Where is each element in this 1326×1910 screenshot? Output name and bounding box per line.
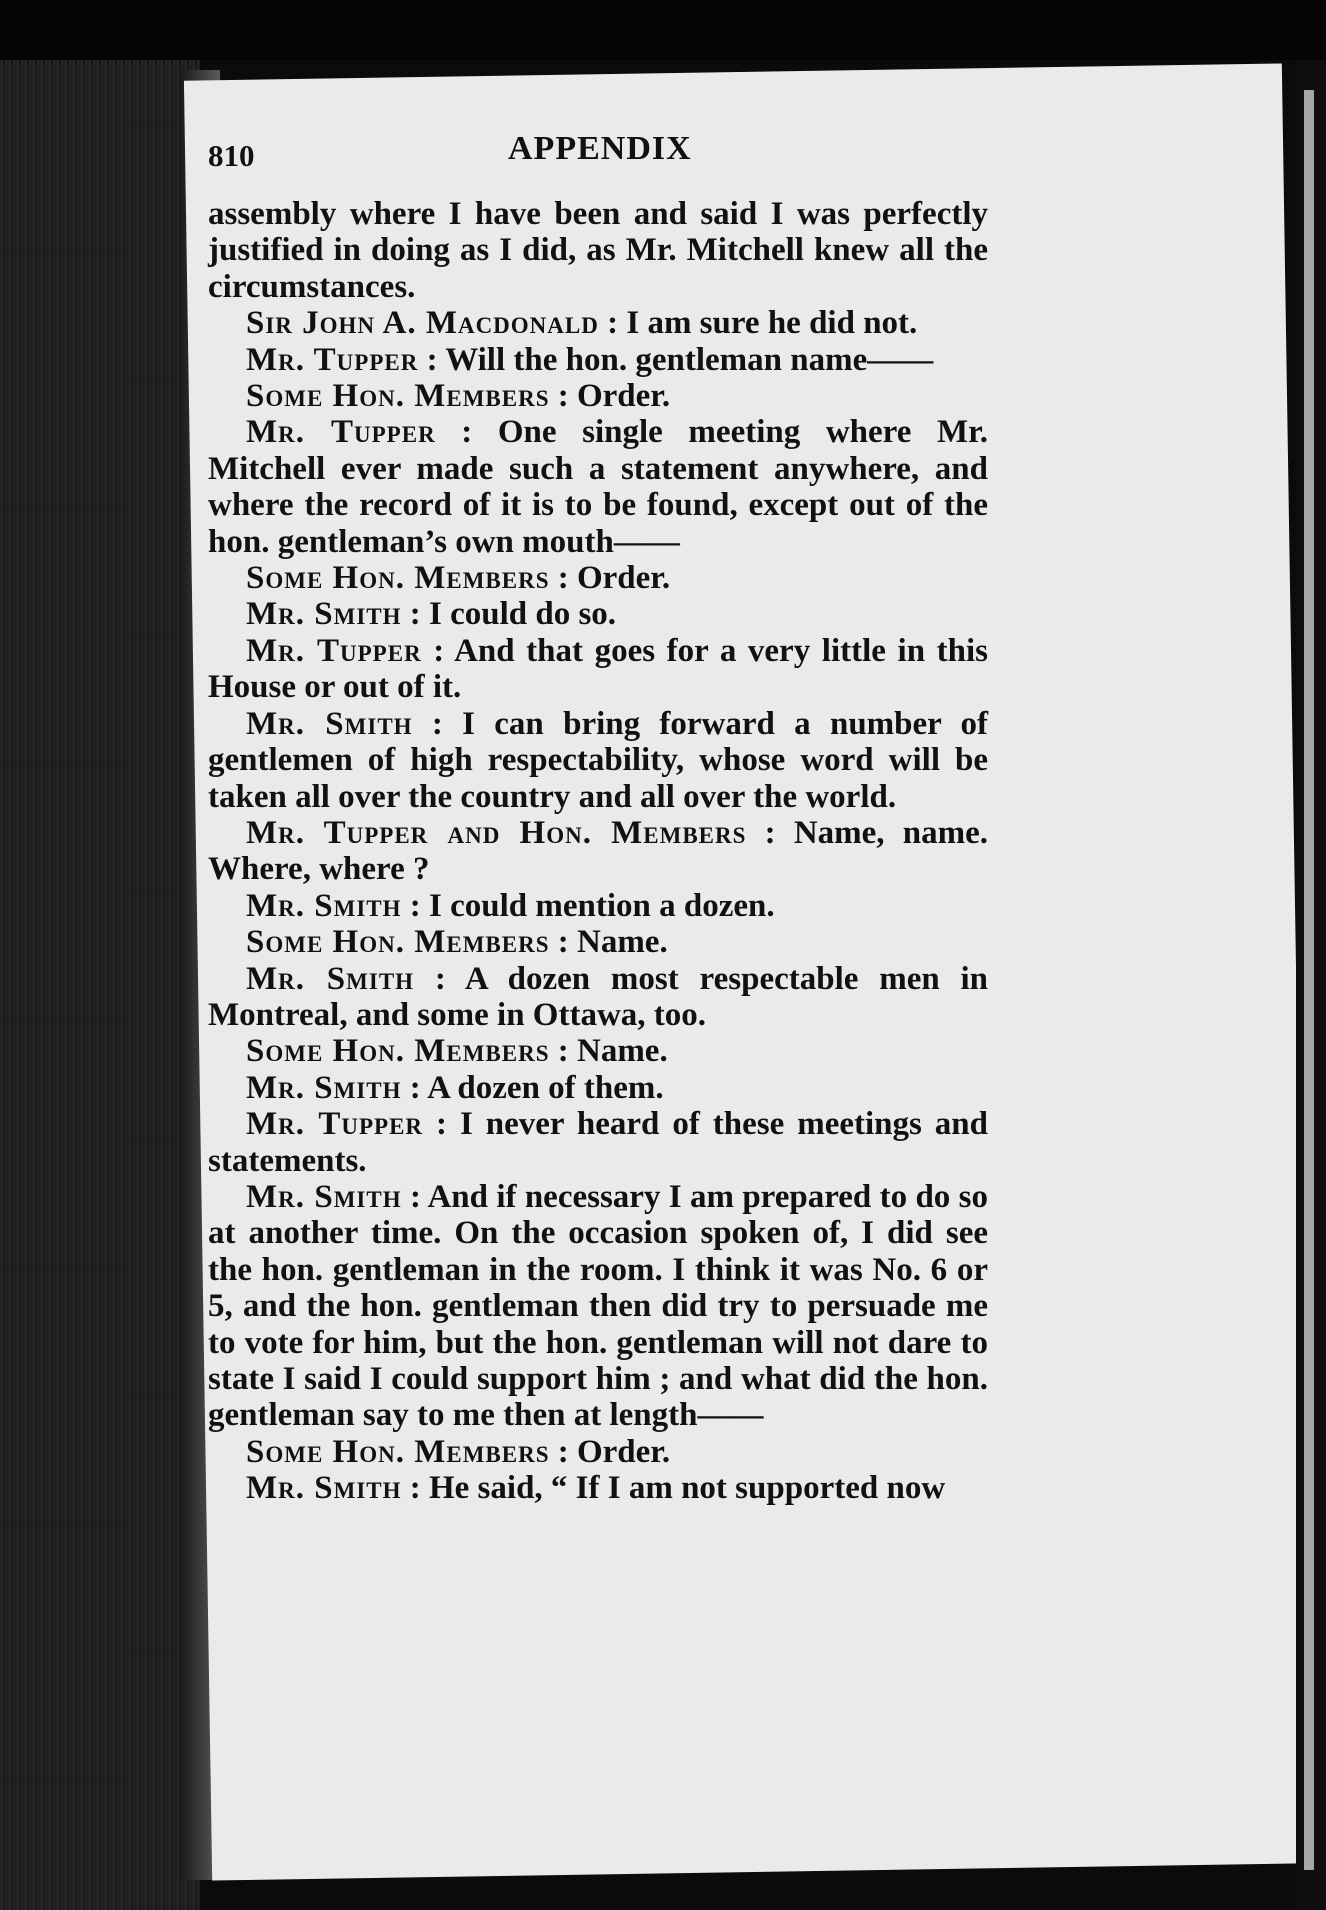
paragraph [208,888,988,924]
speaker-name: Mr. Tupper [246,414,436,451]
speaker-name: Mr. Smith [246,1470,402,1507]
body-text [208,196,988,1507]
paragraph [208,1434,988,1470]
speaker-name: Mr. Smith [246,960,415,997]
speech-text: : He said, “ If I am not supported now [401,1470,946,1507]
speech-text: : Order. [549,378,671,415]
page-number: 810 [208,138,255,173]
paragraph [208,196,988,305]
speech-text: : A dozen most respectable men in Montreal, and some in Ottawa, too. [208,960,989,1033]
speech-text: : Name, name. Where, where ? [208,814,988,888]
speech-text: : Order. [549,560,671,597]
paragraph [208,706,988,815]
speech-text: : One single meeting where Mr. Mitchell ever made such a statement anywhere, and where the record of it is to be found, except out of the hon. gentleman’s own mouth—— [208,414,988,560]
paragraph [208,342,988,378]
speaker-name: Some Hon. Members [246,560,550,597]
paragraph [208,633,988,706]
speaker-name: Mr. Smith [246,1178,402,1215]
speaker-name: Mr. Smith [246,887,402,924]
speech-text: : I could do so. [401,596,617,633]
paragraph [208,1470,988,1506]
speaker-name: Some Hon. Members [246,924,550,961]
speaker-name: Mr. Smith [246,705,413,742]
paragraph [208,596,988,632]
running-head [208,130,988,198]
speech-text: : A dozen of them. [401,1069,664,1106]
speaker-name: Some Hon. Members [246,1433,550,1470]
speech-text: : I could mention a dozen. [401,887,775,924]
speech-text: : Name. [549,924,668,961]
speaker-name: Mr. Smith [246,1069,402,1106]
speaker-name: Mr. Tupper and Hon. Members [246,814,747,851]
next-page-edge [1304,90,1314,1870]
speaker-name: Mr. Tupper [246,1106,424,1143]
speech-text: assembly where I have been and said I was perfectly justified in doing as I did, as Mr. Mitchell knew all the circumstances. [208,196,988,305]
paragraph [208,961,988,1034]
speech-text: : And that goes for a very little in this House or out of it. [208,632,988,706]
paragraph [208,815,988,888]
paragraph [208,305,988,341]
paragraph [208,1179,988,1434]
paragraph [208,560,988,596]
speaker-name: Mr. Smith [246,596,402,633]
speech-text: : I never heard of these meetings and statements. [208,1106,988,1179]
paragraph [208,378,988,414]
paragraph [208,924,988,960]
speaker-name: Sir John A. Macdonald [246,305,599,342]
book-fore-edge [0,60,200,1910]
speech-text: : I am sure he did not. [598,305,918,342]
speaker-name: Some Hon. Members [246,1033,550,1070]
speech-text: : And if necessary I am prepared to do so at another time. On the occasion spoken of, I did see the hon. gentleman in the room. I think it was No. 6 or 5, and the hon. gentleman then did try to persuade me to vote for him, but the hon. gentleman will not dare to state I said I could support him ; and what did the hon. gentleman say to me then at length—— [208,1178,988,1434]
paragraph [208,1033,988,1069]
paragraph [208,1106,988,1179]
speech-text: : Order. [549,1433,671,1470]
speech-text: : Name. [549,1033,668,1070]
speech-text: : I can bring forward a number of gentlemen of high respectability, whose word will be taken all over the country and all over the world. [208,705,989,815]
paragraph [208,1070,988,1106]
speaker-name: Some Hon. Members [246,378,550,415]
section-title: APPENDIX [508,130,692,167]
speaker-name: Mr. Tupper [246,341,419,378]
scan-top-border [0,0,1326,60]
paragraph [208,414,988,560]
speaker-name: Mr. Tupper [246,632,422,669]
speech-text: : Will the hon. gentleman name—— [418,341,934,378]
